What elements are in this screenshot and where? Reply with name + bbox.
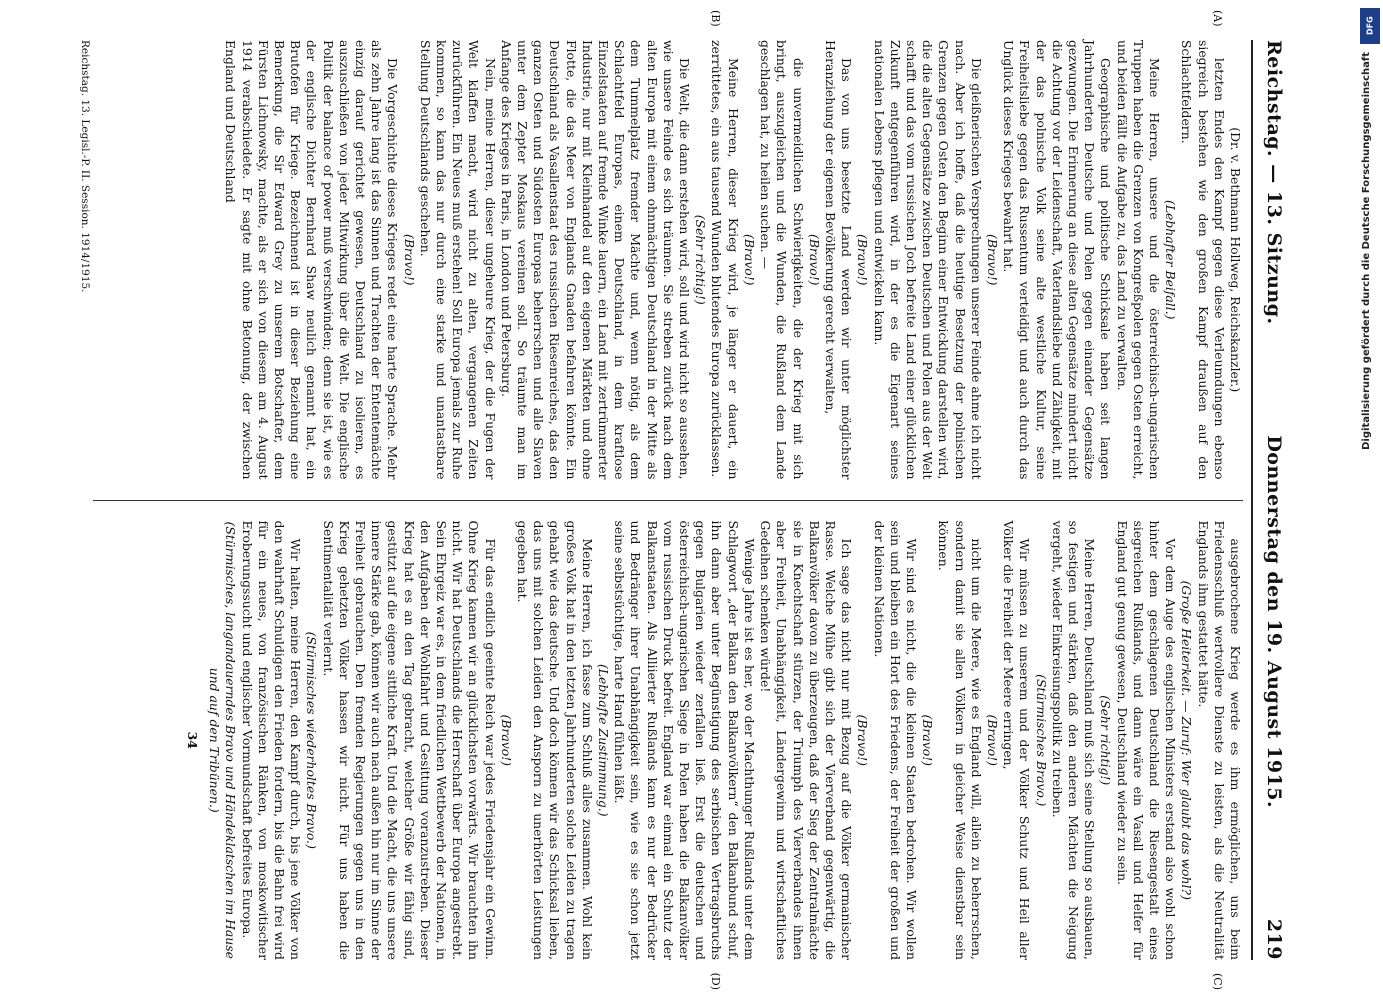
page-header bbox=[1257, 40, 1285, 960]
paragraph: ausgebrochene Krieg werde es ihm ermöglichen, uns beim Friedensschluß wertvollere Dienste zu leisten, als die Neutralität Englands ihm gestattet hätte. bbox=[1195, 520, 1243, 960]
margin-marker-a: (A) bbox=[1211, 10, 1224, 27]
left-column bbox=[93, 10, 1243, 501]
dfg-logo: DFG bbox=[1360, 8, 1380, 44]
paragraph: Wir halten, meine Herren, den Kampf durch, bis jene Völker von den wahrhaft Schuldigen den Frieden fordern, bis die Bahn frei wird für ein neues, von französischen Ränken, von moskowitischer Eroberungssucht und englischer Vormundschaft befreites Europa. bbox=[239, 520, 304, 960]
stage-direction: (Bravo!) bbox=[498, 714, 514, 767]
paragraph: Die gleißnerischen Versprechungen unserer Feinde ahme ich nicht nach. Aber ich hoffe, daß die heutige Besetzung der polnischen Grenzen gegen Osten den Beginn einer Entwicklung darstellen wird, die die alten Gegensätze zwischen Deutschen und Polen aus der Welt schafft und das vom russischen Joch befreite Land einer glücklichen Zukunft entgegenführen wird, in der es die Eigenart seines nationalen Lebens pflegen und entwickeln kann. bbox=[871, 40, 984, 480]
paragraph: Meine Herren, dieser Krieg wird, je länger er dauert, ein zerrüttetes, ein aus tausend Wunden blutendes Europa zurücklassen. bbox=[709, 40, 741, 480]
signature-mark: 34 bbox=[185, 731, 200, 749]
paragraph: die unvermeidlichen Schwierigkeiten, die der Krieg mit sich bringt, auszugleichen und die Wunden, die Rußland dem Lande geschlagen hat, zu heilen suchen. — bbox=[758, 40, 806, 480]
stage-direction: (Lebhafte Zustimmung.) bbox=[596, 663, 612, 817]
paragraph: Meine Herren, unsere und die österreichisch-ungarischen Truppen haben die Grenzen von Kongreßpolen gegen Osten erreicht, und beiden fällt die Aufgabe zu, das Land zu verwalten. bbox=[1114, 40, 1162, 480]
stage-direction: (Bravo!) bbox=[401, 233, 417, 286]
stage-direction: (Bravo!) bbox=[806, 233, 822, 286]
stage-direction: (Stürmisches wiederholtes Bravo.) bbox=[304, 631, 320, 849]
header-rule bbox=[1251, 40, 1253, 960]
header-left: Reichstag. — 13. Sitzung. bbox=[1263, 40, 1285, 325]
paragraph: Ich sage das nicht nur mit Bezug auf die Völker germanischer Rasse. Welche Mühe gibt sich der Vierverband gegenwärtig, die Balkanvölker davon zu überzeugen, daß der Sieg der Zentralmächte sie in Knechtschaft stürzen, der Triumph des Vierverbandes ihnen aber Freiheit, Unabhängigkeit, Ländergewinn und wirtschaftliches Gedeihen schenken würde! bbox=[758, 520, 855, 960]
paragraph: Nein, meine Herren, dieser ungeheure Krieg, der die Fugen der Welt klaffen macht, wird nicht zu alten, vergangenen Zeiten zurückführen. Ein Neues muß erstehen! Soll Europa jemals zur Ruhe kommen, so kann das nur durch eine starke und unantastbare Stellung Deutschlands geschehen. bbox=[417, 40, 498, 480]
digitization-credit bbox=[1357, 0, 1383, 1000]
paragraph: Vor dem Auge des englischen Ministers erstand also wohl schon hinter dem geschlagenen Deutschland die Riesengestalt eines siegreichen Rußlands, und dann wäre ein Vasall und Helfer für England gut genug gewesen, Deutschland wieder zu sein. bbox=[1114, 520, 1179, 960]
margin-marker-d: (D) bbox=[709, 972, 722, 990]
margin-marker-b: (B) bbox=[709, 10, 722, 27]
paragraph: nicht um die Meere, wie es England will, allein zu beherrschen, sondern damit sie allen Völkern in gleicher Weise dienstbar sein können. bbox=[936, 520, 984, 960]
credit-text: Digitalisierung gefördert durch die Deutsche Forschungsgemeinschaft bbox=[1361, 52, 1372, 450]
paragraph: Für das endlich geeinte Reich war jedes Friedensjahr ein Gewinn. Ohne Krieg kamen wir an glücklichsten vorwärts. Wir brauchten ihn nicht. Wir hat Deutschlands die Herrschaft über Europa angestrebt. Sein Ehrgeiz war es, in dem friedlichen Wettbewerb der Nationen, in den Aufgaben der Wohlfahrt und Gesittung voranzustreben. Dieser Krieg hat es an den Tag gebracht, welcher Größe wir fähig sind, gestützt auf die eigene sittliche Kraft. Und die Macht, die uns unsere innere Stärke gab, können wir auch nach außen hin nur im Sinne der Freiheit gebrauchen. Den fremden Regierungen gegen uns in den Krieg gehetzten Völker hassen wir nicht. Für uns haben die Sentimentalität verlernt. bbox=[320, 520, 498, 960]
right-paragraphs bbox=[206, 521, 1243, 961]
page-footer bbox=[79, 40, 91, 960]
stage-direction: (Bravo!) bbox=[984, 714, 1000, 767]
stage-direction: (Stürmisches Bravo.) bbox=[1033, 674, 1049, 807]
stage-direction: (Bravo!) bbox=[855, 233, 871, 286]
paragraph: Wenige Jahre ist es her, wo der Machthunger Rußlands unter dem Schlagwort „der Balkan den Balkanvölkern“ den Balkanbund schuf, ihn dann aber unter Begünstigung des serbischen Vertragsbruchs gegen Bulgarien wieder zerfallen ließ. Erst die deutschen und österreichisch-ungarischen Siege in Polen haben die Balkanvölker vom russischen Druck befreit. England war einmal ein Schutz der Balkanstaaten. Als Alliierter Rußlands kann es nur der Bedrücker und Bedränger ihrer Unabhängigkeit sein, wie es sie schon jetzt seine selbstsüchtige, harte Hand fühlen läßt. bbox=[612, 520, 757, 960]
stage-direction: (Sehr richtig!) bbox=[693, 214, 709, 305]
paragraph: Die Welt, die dann erstehen wird, soll und wird nicht so aussehen, wie unsere Feinde es sich träumen. Sie streben zurück nach dem alten Europa mit einem ohnmächtigen Deutschland in der Mitte als dem Tummelplatz fremder Mächte und, wenn nötig, als dem Schlachtfeld Europas, einem Deutschland, in dem kraftlose Einzelstaaten auf fremde Winke lauern, ein Land mit zertrümmerter Industrie, nur mit Kleinhandel auf den eigenen Märkten und ohne Flotte, die das Meer von Englands Gnaden befahren könnte. Ein Deutschland als Vasallenstaat des russischen Riesenreiches, das den ganzen Osten und Südosten Europas beherrschen und alle Slaven unter dem Zepter Moskaus vereinen soll. So träumte man im Anfange des Krieges in Paris, in London und Petersburg. bbox=[498, 40, 693, 480]
paragraph: Geographische und politische Schicksale haben seit langen Jahrhunderten Deutsche und Polen gegen einander Gegensätze gezwungen. Die Erinnerung an diese alten Gegensätze mindert nicht die Achtung vor der Leidenschaft, Vaterlandsliebe und Zähigkeit, mit der das polnische Volk seine alte westliche Kultur, seine Freiheitsliebe gegen das Russentum verteidigt und auch durch das Unglück dieses Krieges bewahrt hat. bbox=[1001, 40, 1114, 480]
right-column bbox=[93, 501, 1243, 990]
rotated-page bbox=[5, 0, 1305, 1000]
paragraph: Das von uns besetzte Land werden wir unter möglichster Heranziehung der eigenen Bevölkerung gerecht verwalten, bbox=[822, 40, 855, 480]
page-number: 219 bbox=[1263, 918, 1285, 960]
paragraph: Meine Herren, ich fasse zum Schluß alles zusammen. Wohl kein großes Volk hat in den letzten Jahrhunderten solche Leiden zu tragen gehabt wie das deutsche. Und doch können wir das Schicksal lieben, das uns mit solchen Leiden den Ansporn zu unerhörten Leistungen gegeben hat. bbox=[515, 520, 595, 960]
stage-direction: (Große Heiterkeit. — Zuruf: Wer glaubt das wohl?) bbox=[1179, 580, 1195, 900]
left-paragraphs bbox=[222, 40, 1227, 480]
stage-direction: (Bravo!) bbox=[920, 714, 936, 767]
paragraph: Die Vorgeschichte dieses Krieges redet eine harte Sprache. Mehr als zehn Jahre lang ist das Sinnen und Trachten der Ententemächte einzig darauf gerichtet gewesen, Deutschland zu isolieren, es auszuschließen von jeder Mitwirkung über die Welt. Die englische Politik der balance of power muß verschwinden; denn sie ist, wie es der englische Dichter Bernhard Shaw neulich genannt hat, ein Brutofen für Kriege. Bezeichnend ist in dieser Beziehung eine Bemerkung, die Sir Edward Grey zu unserem Botschafter, dem Fürsten Lichnowsky, machte, als er sich von diesem am 4. August 1914 verabschiedete. Er sagte mit ohne Betonung, der zwischen England und Deutschland bbox=[223, 40, 401, 480]
text-columns bbox=[93, 10, 1243, 990]
paragraph: letzten Endes den Kampf gegen diese Verleumdungen ebenso siegreich bestehen wie den großen Kampf draußen auf den Schlachtfeldern. bbox=[1179, 40, 1227, 480]
header-center: Donnerstag den 19. August 1915. bbox=[1263, 435, 1285, 809]
stage-direction: (Sehr richtig!) bbox=[1098, 695, 1114, 786]
stage-direction: (Bravo!) bbox=[855, 714, 871, 767]
stage-direction: (Bravo!) bbox=[741, 233, 757, 286]
stage-direction: (Lebhafter Beifall.) bbox=[1163, 199, 1179, 320]
stage-direction: (Stürmisches, langandauerndes Bravo und Händeklatschen im Hause und auf den Tribünen.) bbox=[207, 521, 239, 959]
stage-direction: (Bravo!) bbox=[984, 233, 1000, 286]
paragraph: Meine Herren, Deutschland muß sich seine Stellung so ausbauen, so festigen und stärken, daß den anderen Mächten die Neigung vergeht, wieder Einkreisungspolitik zu treiben. bbox=[1049, 520, 1098, 960]
paragraph: Wir müssen zu unserem und der Völker Schutz und Heil aller Völker die Freiheit der Meere erringen, bbox=[1001, 520, 1033, 960]
footer-left: Reichstag. 13. Legisl.-P. II. Session. 1914/1915. bbox=[79, 40, 91, 293]
paragraph: Wir sind es nicht, die die kleinen Staaten bedrohen. Wir wollen sein und bleiben ein Hort des Friedens, der Freiheit der großen und der kleinen Nationen. bbox=[871, 520, 919, 960]
margin-marker-c: (C) bbox=[1211, 973, 1224, 990]
speaker-line: (Dr. v. Bethmann Hollweg, Reichskanzler.) bbox=[1228, 127, 1243, 393]
